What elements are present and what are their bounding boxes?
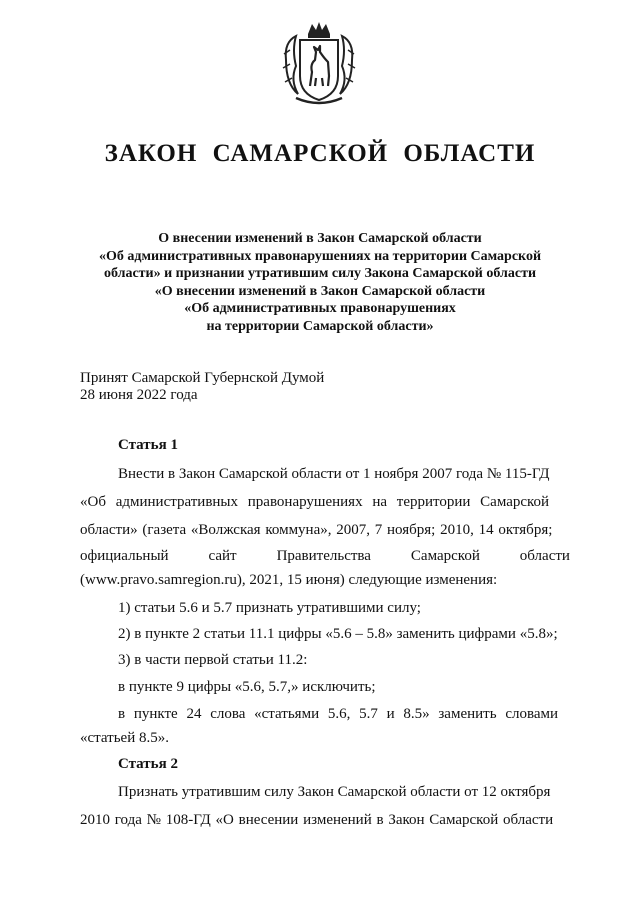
article-1-item: 1) статьи 5.6 и 5.7 признать утратившими силу; — [118, 600, 421, 616]
word: области — [519, 548, 570, 564]
article-1-heading: Статья 1 — [118, 437, 178, 453]
article-2-heading: Статья 2 — [118, 756, 178, 772]
adopted-date: 28 июня 2022 года — [80, 387, 198, 403]
article-1-item: 3) в части первой статьи 11.2: — [118, 652, 308, 668]
article-1-item: в пункте 24 слова «статьями 5.6, 5.7 и 8.5» заменить словами — [118, 706, 559, 722]
subtitle-line: О внесении изменений в Закон Самарской области — [158, 231, 482, 246]
law-title: ЗАКОН САМАРСКОЙ ОБЛАСТИ — [104, 140, 536, 167]
article-1-text-line-justified — [80, 548, 570, 565]
adoption-note — [80, 370, 324, 404]
subtitle-line: «Об административных правонарушениях на территории Самарской — [98, 248, 542, 264]
subtitle-line: «О внесении изменений в Закон Самарской области — [154, 283, 486, 299]
adopted-by: Принят Самарской Губернской Думой — [80, 370, 325, 386]
article-1-item: «статьей 8.5». — [80, 730, 169, 746]
word: Самарской — [410, 548, 480, 564]
subtitle-line: «Об административных правонарушениях — [184, 301, 456, 316]
article-1-text-line: «Об административных правонарушениях на территории Самарской — [80, 494, 550, 510]
word: официальный — [80, 548, 169, 564]
article-2-text-line: Признать утратившим силу Закон Самарской области от 12 октября — [118, 784, 551, 800]
article-2-text-line: 2010 года № 108-ГД «О внесении изменений в Закон Самарской области — [80, 812, 554, 828]
article-1-item: в пункте 9 цифры «5.6, 5.7,» исключить; — [118, 679, 376, 695]
article-1-text-line: (www.pravo.samregion.ru), 2021, 15 июня) следующие изменения: — [80, 572, 498, 588]
word: Правительства — [276, 548, 371, 564]
article-1-text-line: Внести в Закон Самарской области от 1 ноября 2007 года № 115-ГД — [118, 466, 550, 482]
article-1-item: 2) в пункте 2 статьи 11.1 цифры «5.6 – 5.8» заменить цифрами «5.8»; — [118, 626, 558, 642]
coat-of-arms-icon — [282, 20, 356, 106]
article-1-text-line: области» (газета «Волжская коммуна», 2007, 7 ноября; 2010, 14 октября; — [80, 522, 553, 538]
word: сайт — [208, 548, 237, 564]
subtitle-line: области» и признании утратившим силу Закона Самарской области — [103, 266, 537, 281]
law-subtitle — [60, 230, 580, 335]
subtitle-line: на территории Самарской области» — [206, 318, 434, 334]
